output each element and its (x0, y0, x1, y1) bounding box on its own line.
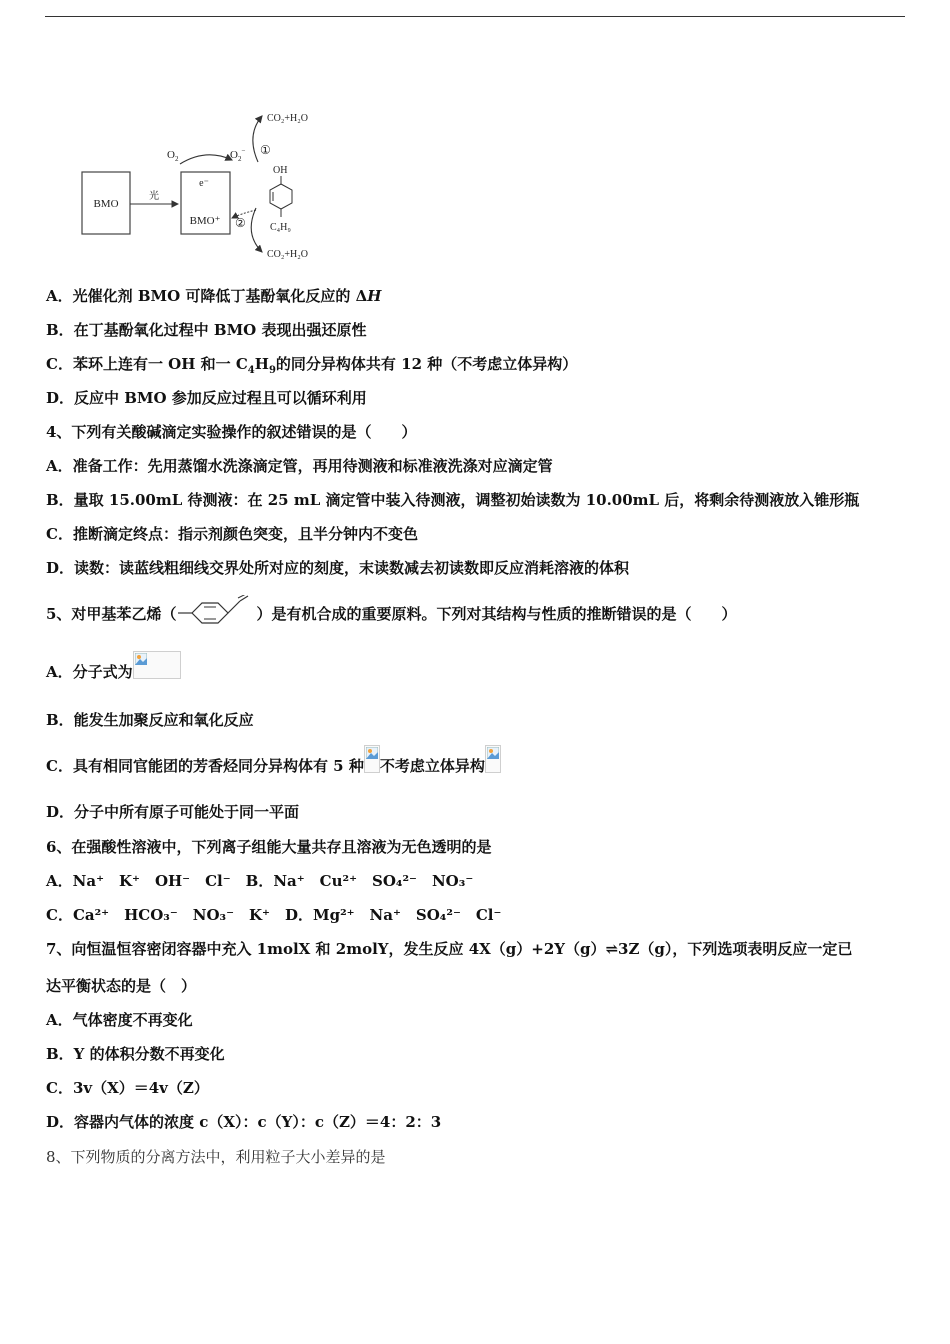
step-1-label: ① (260, 143, 271, 157)
q4-option-a: A．准备工作：先用蒸馏水洗涤滴定管，再用待测液和标准液洗涤对应滴定管 (46, 457, 553, 475)
q7-option-c: C．3v（X）＝4v（Z） (46, 1079, 209, 1097)
q4-option-d: D．读数：读蓝线粗细线交界处所对应的刻度，末读数减去初读数即反应消耗溶液的体积 (46, 559, 630, 577)
bmo-photocatalysis-diagram (70, 100, 340, 270)
q3-option-d: D．反应中 BMO 参加反应过程且可以循环利用 (46, 389, 367, 407)
oxygen-arrow (180, 155, 232, 164)
bmo-label: BMO (93, 198, 119, 210)
q3-option-b: B．在丁基酚氧化过程中 BMO 表现出强还原性 (46, 321, 367, 339)
q4-option-b: B．量取 15.00mL 待测液：在 25 mL 滴定管中装入待测液，调整初始读数为 10.00mL 后，将剩余待测液放入锥形瓶 (46, 491, 860, 509)
q5-option-c: C．具有相同官能团的芳香烃同分异构体有 5 种 不考虑立体异构 (46, 756, 501, 776)
q3-option-c: C．苯环上连有一 OH 和一 $C_4H_9$的同分异构体共有 12 种（不考虑立体异构） (46, 355, 578, 376)
o2-minus-label: $O_2^-$ (230, 147, 246, 163)
oh-label: OH (273, 165, 288, 176)
broken-image-icon (487, 747, 499, 759)
q5-stem: 5、对甲基苯乙烯（ ）是有机合成的重要原料。下列对其结构与性质的推断错误的是（ ） (46, 604, 736, 625)
broken-image-icon (135, 653, 147, 665)
product-bottom: CO₂+H₂O (267, 249, 308, 260)
broken-image-close-paren (485, 745, 501, 773)
electron-label: e⁻ (199, 178, 209, 189)
broken-image-formula (133, 651, 181, 679)
q3-option-a: A．光催化剂 BMO 可降低丁基酚氧化反应的 ΔH (46, 287, 382, 305)
q6-options-ab: A．Na⁺ K⁺ OH⁻ Cl⁻ B．Na⁺ Cu²⁺ SO₄²⁻ NO₃⁻ (46, 872, 474, 890)
q7-stem-line2: 达平衡状态的是（ ） (46, 977, 197, 995)
light-label: 光 (149, 191, 159, 202)
q4-option-c: C．推断滴定终点：指示剂颜色突变，且半分钟内不变色 (46, 525, 418, 543)
q7-option-d: D．容器内气体的浓度 c（X）：c（Y）：c（Z）＝4：2：3 (46, 1113, 442, 1131)
broken-image-open-paren (364, 745, 380, 773)
q5-option-b: B．能发生加聚反应和氧化反应 (46, 711, 254, 729)
q5-option-d: D．分子中所有原子可能处于同一平面 (46, 803, 300, 821)
q7-option-b: B．Y 的体积分数不再变化 (46, 1045, 225, 1063)
broken-image-icon (366, 747, 378, 759)
q6-options-cd: C．Ca²⁺ HCO₃⁻ NO₃⁻ K⁺ D．Mg²⁺ Na⁺ SO₄²⁻ Cl⁻ (46, 906, 502, 924)
q4-stem: 4、下列有关酸碱滴定实验操作的叙述错误的是（ ） (46, 423, 417, 441)
q8-stem: 8、下列物质的分离方法中，利用粒子大小差异的是 (46, 1148, 386, 1166)
oxidation-arrow-bottom (251, 208, 262, 252)
q5-option-a: A．分子式为 (46, 662, 181, 682)
c4h9-label: C₄H₉ (270, 222, 291, 233)
header-rule (45, 16, 905, 17)
q7-stem-line1: 7、向恒温恒容密闭容器中充入 1molX 和 2molY，发生反应 4X（g）+2Y（g）⇌3Z（g），下列选项表明反应一定已 (46, 940, 853, 958)
p-methylstyrene-structure (176, 595, 256, 625)
q6-stem: 6、在强酸性溶液中，下列离子组能大量共存且溶液为无色透明的是 (46, 838, 492, 856)
q7-option-a: A．气体密度不再变化 (46, 1011, 193, 1029)
bmo-plus-label: BMO⁺ (189, 215, 221, 227)
o2-label: $O_2$ (167, 149, 179, 163)
step-2-label: ② (235, 216, 246, 230)
product-top: CO₂+H₂O (267, 113, 308, 124)
